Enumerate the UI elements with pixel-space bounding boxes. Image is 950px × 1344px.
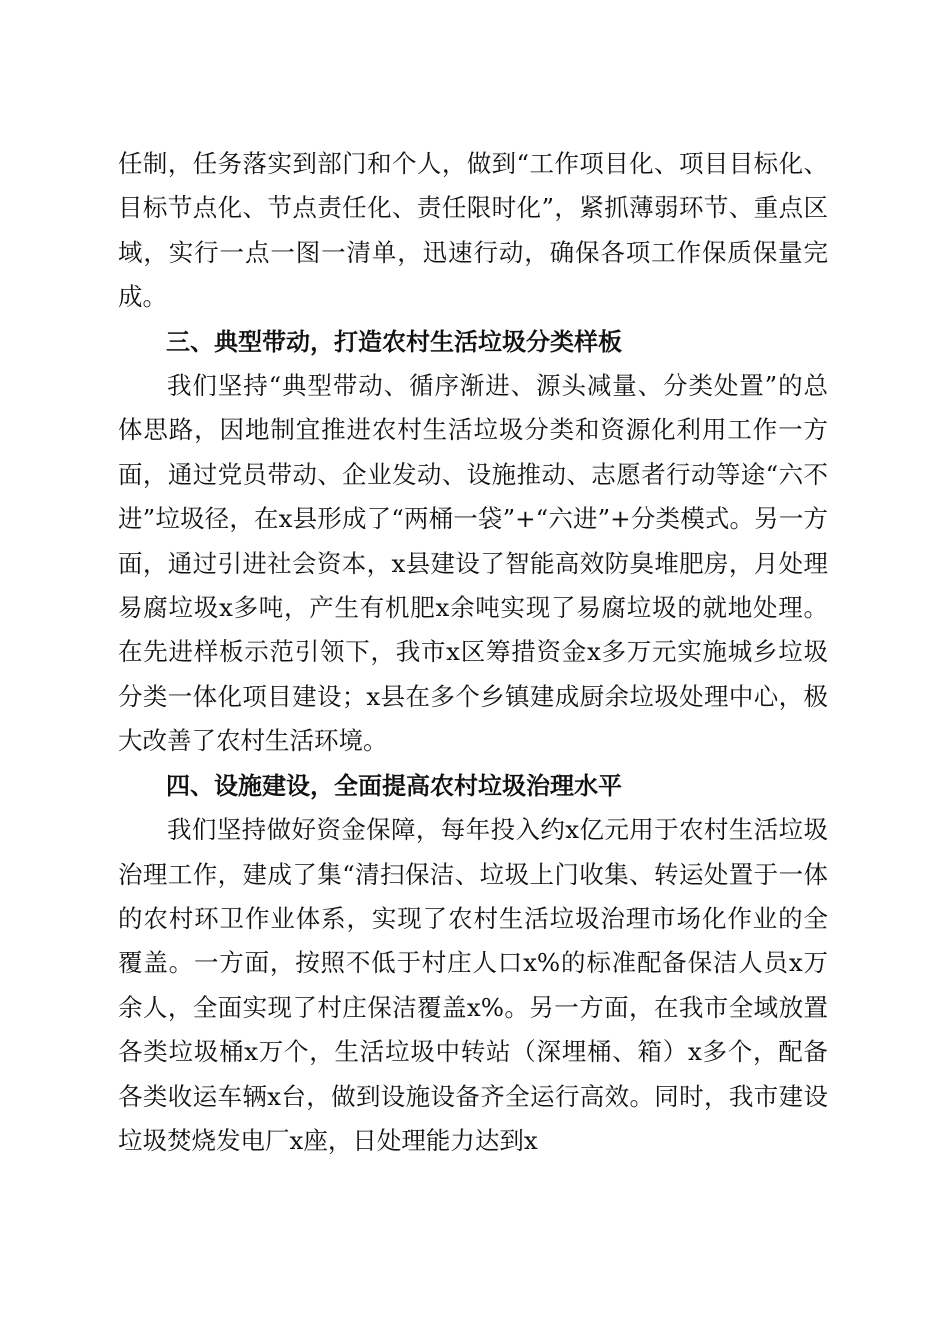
document-body (118, 142, 828, 1163)
paragraph-facility-construction: 我们坚持做好资金保障，每年投入约x亿元用于农村生活垃圾治理工作，建成了集“清扫保洁、垃圾上门收集、转运处置于一体的农村环卫作业体系，实现了农村生活垃圾治理市场化作业的全覆盖。一方面，按照不低于村庄人口x%的标准配备保洁人员x万余人，全面实现了村庄保洁覆盖x%。另一方面，在我市全域放置各类垃圾桶x万个，生活垃圾中转站（深埋桶、箱）x多个，配备各类收运车辆x台，做到设施设备齐全运行高效。同时，我市建设垃圾焚烧发电厂x座，日处理能力达到x (118, 815, 828, 1155)
section-heading-three: 三、典型带动，打造农村生活垃圾分类样板 (166, 327, 622, 356)
paragraph-responsibility-continued: 任制，任务落实到部门和个人，做到“工作项目化、项目目标化、目标节点化、节点责任化、责任限时化”，紧抓薄弱环节、重点区域，实行一点一图一清单，迅速行动，确保各项工作保质保量完成。 (118, 149, 828, 312)
section-heading-four: 四、设施建设，全面提高农村垃圾治理水平 (166, 771, 622, 800)
paragraph-typical-demonstration: 我们坚持“典型带动、循序渐进、源头减量、分类处置”的总体思路，因地制宜推进农村生活垃圾分类和资源化利用工作一方面，通过党员带动、企业发动、设施推动、志愿者行动等途“六不进”垃圾径，在x县形成了“两桶一袋”+“六进”+分类模式。另一方面，通过引进社会资本，x县建设了智能高效防臭堆肥房，月处理易腐垃圾x多吨，产生有机肥x余吨实现了易腐垃圾的就地处理。在先进样板示范引领下，我市x区筹措资金x多万元实施城乡垃圾分类一体化项目建设；x县在多个乡镇建成厨余垃圾处理中心，极大改善了农村生活环境。 (118, 371, 828, 756)
